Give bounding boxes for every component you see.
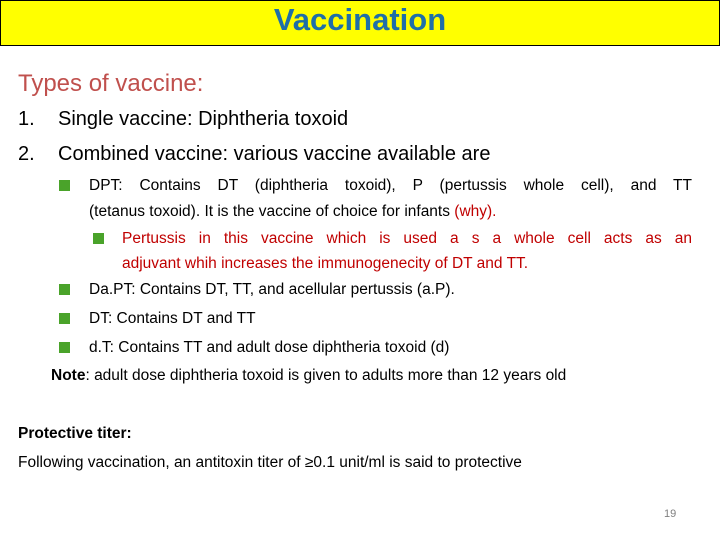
note-label: Note — [51, 367, 86, 384]
pertussis-line-2: adjuvant whih increases the immunogenecity of DT and TT. — [122, 255, 529, 272]
square-bullet-icon — [59, 342, 70, 353]
numbered-item-2 — [18, 143, 490, 166]
item-number: 2. — [18, 143, 35, 165]
title-bar — [0, 0, 720, 46]
item-text: Single vaccine: Diphtheria toxoid — [58, 108, 349, 130]
page-number: 19 — [664, 508, 677, 520]
square-bullet-icon — [59, 284, 70, 295]
dpt-line-2-text: (tetanus toxoid). It is the vaccine of choice for infants — [89, 203, 455, 220]
item-text: Combined vaccine: various vaccine available are — [58, 143, 491, 165]
section-heading: Types of vaccine: — [18, 70, 204, 97]
slide-title: Vaccination — [273, 2, 447, 37]
bullet-d-t: d.T: Contains TT and adult dose diphtheria toxoid (d) — [89, 339, 450, 356]
square-bullet-icon — [59, 313, 70, 324]
why-note: (why). — [454, 203, 497, 220]
note-line — [51, 367, 566, 385]
item-number: 1. — [18, 108, 35, 130]
square-bullet-icon — [93, 233, 104, 244]
protective-titer-text: Following vaccination, an antitoxin titer of ≥0.1 unit/ml is said to protective — [18, 454, 522, 471]
square-bullet-icon — [59, 180, 70, 191]
pertussis-line-1: Pertussis in this vaccine which is used a s a whole cell acts as an — [122, 230, 692, 247]
note-text: : adult dose diphtheria toxoid is given to adults more than 12 years old — [85, 367, 567, 384]
dpt-line-2 — [89, 199, 497, 225]
dpt-line-1: DPT: Contains DT (diphtheria toxoid), P (pertussis whole cell), and TT — [89, 177, 692, 194]
bullet-dapt: Da.PT: Contains DT, TT, and acellular pertussis (a.P). — [89, 281, 455, 298]
bullet-dt: DT: Contains DT and TT — [89, 310, 256, 327]
protective-titer-heading: Protective titer: — [18, 425, 132, 442]
numbered-item-1 — [18, 108, 348, 131]
